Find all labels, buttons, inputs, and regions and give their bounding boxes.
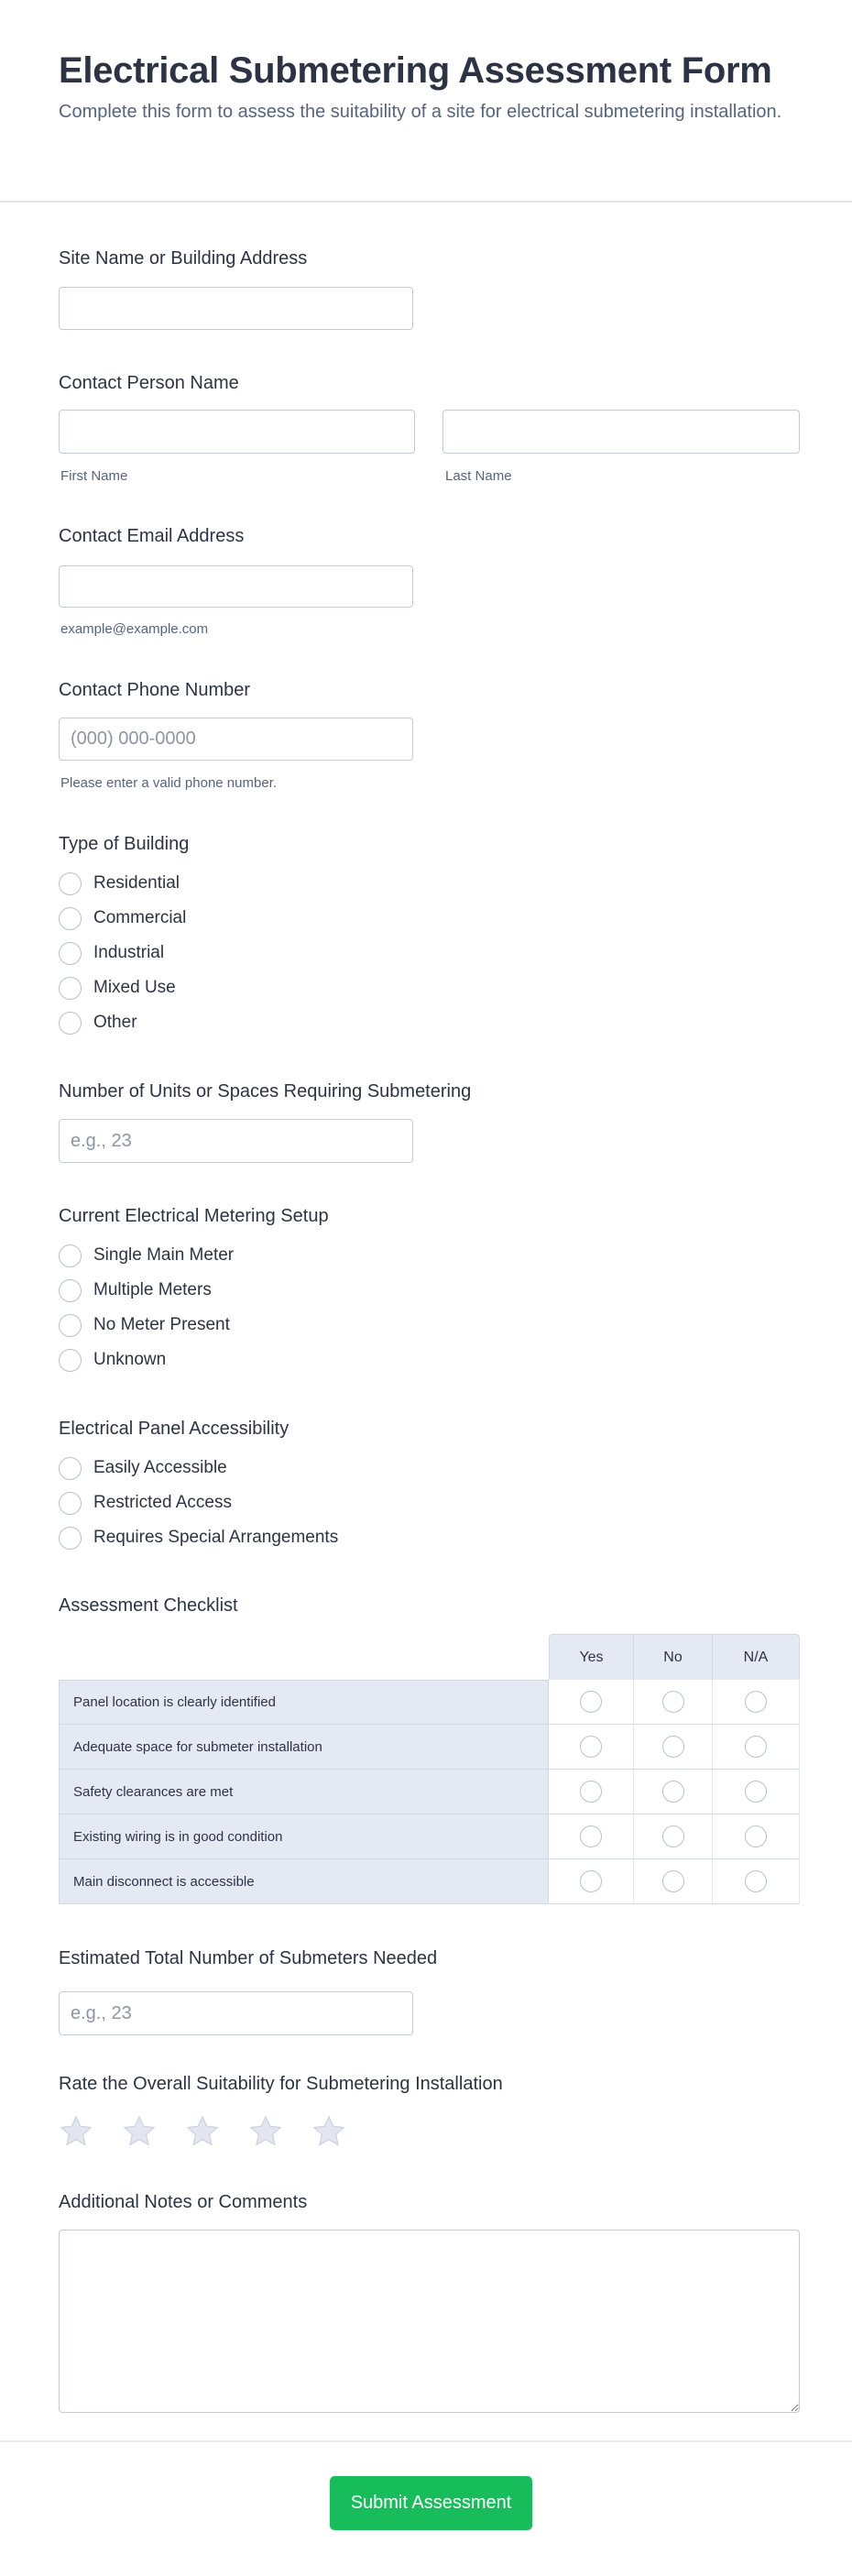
cell-na[interactable] [713,1814,800,1859]
phone-sublabel: Please enter a valid phone number. [60,775,277,791]
column-header-no: No [634,1634,713,1680]
option-label: Easily Accessible [93,1458,227,1477]
radio-other[interactable] [59,1010,137,1036]
metering-label: Current Electrical Metering Setup [59,1206,329,1226]
option-label: Requires Special Arrangements [93,1528,339,1547]
notes-textarea[interactable] [59,2230,800,2413]
units-input[interactable] [59,1119,413,1163]
star-icon[interactable] [122,2114,157,2149]
cell-yes[interactable] [549,1814,634,1859]
page-subtitle: Complete this form to assess the suitability of a site for electrical submetering installation. [59,102,782,122]
radio-circle[interactable] [745,1691,767,1713]
cell-no[interactable] [634,1725,713,1770]
radio-circle[interactable] [580,1825,602,1847]
phone-label: Contact Phone Number [59,680,251,700]
cell-yes[interactable] [549,1859,634,1904]
radio-commercial[interactable] [59,905,186,931]
option-label: Multiple Meters [93,1280,212,1299]
cell-yes[interactable] [549,1725,634,1770]
submeters-label: Estimated Total Number of Submeters Needed [59,1948,438,1968]
radio-circle[interactable] [662,1736,684,1758]
matrix-corner [59,1634,549,1680]
option-label: Other [93,1013,137,1032]
rating-label: Rate the Overall Suitability for Submetering Installation [59,2074,503,2094]
radio-circle[interactable] [580,1781,602,1803]
radio-circle[interactable] [59,977,82,1000]
option-label: Single Main Meter [93,1245,235,1265]
cell-na[interactable] [713,1770,800,1814]
row-label: Panel location is clearly identified [59,1680,549,1725]
column-header-yes: Yes [549,1634,634,1680]
checklist-label: Assessment Checklist [59,1595,238,1616]
radio-restricted-access[interactable] [59,1490,232,1516]
radio-circle[interactable] [580,1736,602,1758]
option-label: Mixed Use [93,978,176,997]
row-label: Adequate space for submeter installation [59,1725,549,1770]
column-header-na: N/A [713,1634,800,1680]
row-label: Main disconnect is accessible [59,1859,549,1904]
option-label: Unknown [93,1350,167,1369]
cell-no[interactable] [634,1770,713,1814]
contact-label: Contact Person Name [59,373,239,393]
star-icon[interactable] [59,2114,93,2149]
star-icon[interactable] [248,2114,283,2149]
units-label: Number of Units or Spaces Requiring Submetering [59,1081,472,1102]
table-row [59,1680,800,1725]
cell-na[interactable] [713,1725,800,1770]
building-type-label: Type of Building [59,834,190,854]
checklist-matrix [59,1634,800,1904]
option-label: Residential [93,873,180,893]
radio-mixed-use[interactable] [59,975,176,1001]
last-name-input[interactable] [442,410,800,454]
radio-circle[interactable] [662,1825,684,1847]
star-icon[interactable] [311,2114,346,2149]
email-input[interactable] [59,565,413,608]
radio-circle[interactable] [59,1314,82,1337]
radio-circle[interactable] [59,1457,82,1480]
cell-no[interactable] [634,1680,713,1725]
first-name-sublabel: First Name [60,468,128,484]
table-row [59,1725,800,1770]
radio-circle[interactable] [745,1736,767,1758]
radio-circle[interactable] [745,1825,767,1847]
email-sublabel: example@example.com [60,621,209,637]
submit-button[interactable]: Submit Assessment [330,2476,532,2530]
cell-no[interactable] [634,1859,713,1904]
radio-circle[interactable] [59,1527,82,1550]
first-name-input[interactable] [59,410,415,454]
header-divider [0,201,852,203]
site-label: Site Name or Building Address [59,248,308,269]
table-row [59,1770,800,1814]
star-rating [59,2114,346,2149]
option-label: Industrial [93,943,165,962]
radio-circle[interactable] [59,872,82,895]
cell-yes[interactable] [549,1680,634,1725]
radio-unknown[interactable] [59,1347,166,1373]
notes-label: Additional Notes or Comments [59,2192,308,2212]
radio-special-arrangements[interactable] [59,1525,338,1551]
radio-circle[interactable] [59,907,82,930]
radio-circle[interactable] [662,1870,684,1892]
radio-circle[interactable] [59,942,82,965]
option-label: No Meter Present [93,1315,230,1334]
footer-divider [0,2440,852,2442]
submeters-input[interactable] [59,1991,413,2035]
last-name-sublabel: Last Name [445,468,512,484]
radio-circle[interactable] [662,1781,684,1803]
radio-circle[interactable] [662,1691,684,1713]
radio-circle[interactable] [580,1691,602,1713]
radio-multiple-meters[interactable] [59,1277,212,1303]
radio-circle[interactable] [580,1870,602,1892]
radio-single-main-meter[interactable] [59,1243,234,1268]
site-input[interactable] [59,287,413,330]
radio-easily-accessible[interactable] [59,1455,227,1481]
page-title: Electrical Submetering Assessment Form [59,50,772,91]
table-row [59,1814,800,1859]
star-icon[interactable] [185,2114,220,2149]
phone-input[interactable] [59,718,413,761]
radio-circle[interactable] [59,1279,82,1302]
cell-na[interactable] [713,1680,800,1725]
cell-no[interactable] [634,1814,713,1859]
panel-label: Electrical Panel Accessibility [59,1419,289,1439]
radio-circle[interactable] [59,1492,82,1515]
radio-residential[interactable] [59,871,180,896]
radio-no-meter[interactable] [59,1312,230,1338]
email-label: Contact Email Address [59,526,245,546]
option-label: Restricted Access [93,1493,232,1512]
radio-circle[interactable] [59,1349,82,1372]
radio-industrial[interactable] [59,940,164,966]
radio-circle[interactable] [59,1012,82,1035]
cell-na[interactable] [713,1859,800,1904]
table-row [59,1859,800,1904]
cell-yes[interactable] [549,1770,634,1814]
radio-circle[interactable] [745,1870,767,1892]
radio-circle[interactable] [745,1781,767,1803]
option-label: Commercial [93,908,187,927]
row-label: Existing wiring is in good condition [59,1814,549,1859]
row-label: Safety clearances are met [59,1770,549,1814]
radio-circle[interactable] [59,1244,82,1267]
